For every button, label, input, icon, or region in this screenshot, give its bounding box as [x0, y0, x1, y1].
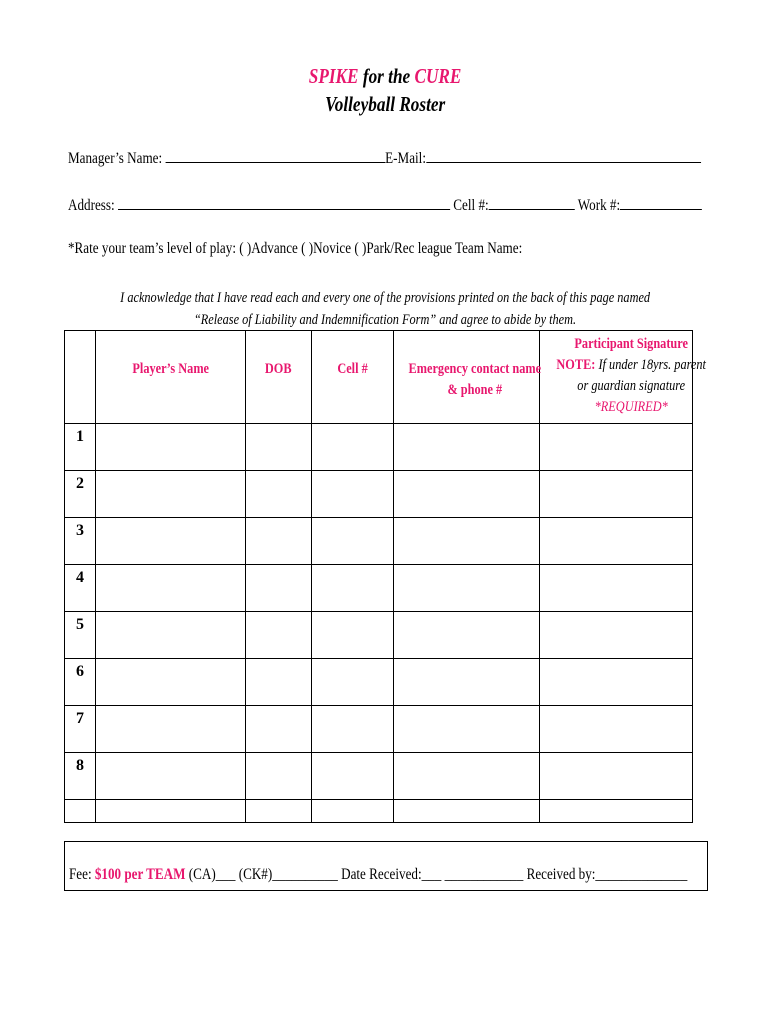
email-label: E-Mail:: [385, 150, 426, 167]
fee-label: Fee:: [69, 866, 95, 883]
row-number: 7: [65, 706, 96, 753]
fee-line: [69, 866, 770, 884]
table-row: [65, 706, 693, 753]
fee-details: (CA)___ (CK#)__________ Date Received:___ ____________ Received by:______________: [185, 866, 688, 883]
signature-cell[interactable]: [540, 612, 693, 659]
dob-cell[interactable]: [246, 424, 312, 471]
signature-cell[interactable]: [540, 471, 693, 518]
header-emergency: Emergency contact name & phone #: [394, 331, 540, 424]
cell-cell[interactable]: [312, 565, 394, 612]
dob-cell[interactable]: [246, 612, 312, 659]
cell-field[interactable]: [489, 195, 575, 210]
player-name-cell[interactable]: [96, 612, 246, 659]
cell-cell[interactable]: [312, 659, 394, 706]
header-signature: Participant Signature NOTE: If under 18yrs. parent or guardian signature *REQUIRED*: [540, 331, 693, 424]
dob-cell[interactable]: [246, 471, 312, 518]
fee-amount: $100 per TEAM: [94, 866, 186, 883]
player-name-cell[interactable]: [96, 659, 246, 706]
title-spike: SPIKE: [308, 64, 359, 88]
work-label: Work #:: [577, 197, 621, 214]
row-number: 6: [65, 659, 96, 706]
signature-cell[interactable]: [540, 800, 693, 823]
ack-line-2: “Release of Liability and Indemnification Form” and agree to abide by them.: [193, 312, 577, 328]
manager-email-line: [68, 148, 770, 168]
title-block: [0, 64, 770, 117]
emergency-cell[interactable]: [394, 565, 540, 612]
table-row: [65, 753, 693, 800]
address-line: [68, 195, 770, 215]
title-cure: CURE: [414, 64, 462, 88]
emergency-cell[interactable]: [394, 424, 540, 471]
cell-cell[interactable]: [312, 706, 394, 753]
signature-cell[interactable]: [540, 659, 693, 706]
manager-name-field[interactable]: [165, 148, 385, 163]
email-field[interactable]: [426, 148, 701, 163]
signature-cell[interactable]: [540, 565, 693, 612]
emergency-cell[interactable]: [394, 612, 540, 659]
event-title: [309, 64, 462, 89]
dob-cell[interactable]: [246, 753, 312, 800]
player-name-cell[interactable]: [96, 471, 246, 518]
row-number: 1: [65, 424, 96, 471]
table-row: [65, 800, 693, 823]
table-row: [65, 612, 693, 659]
player-name-cell[interactable]: [96, 518, 246, 565]
row-number: 3: [65, 518, 96, 565]
table-row: [65, 424, 693, 471]
cell-cell[interactable]: [312, 753, 394, 800]
roster-header-row: [65, 331, 693, 424]
dob-cell[interactable]: [246, 800, 312, 823]
row-number: 5: [65, 612, 96, 659]
player-name-cell[interactable]: [96, 565, 246, 612]
acknowledgement: [0, 287, 770, 331]
cell-label: Cell #:: [453, 197, 489, 214]
header-player-name: Player’s Name: [96, 331, 246, 424]
row-number: 4: [65, 565, 96, 612]
player-name-cell[interactable]: [96, 800, 246, 823]
table-row: [65, 565, 693, 612]
title-for-the: for the: [358, 64, 415, 88]
rate-line: [68, 240, 622, 258]
header-dob: DOB: [246, 331, 312, 424]
emergency-cell[interactable]: [394, 471, 540, 518]
signature-cell[interactable]: [540, 518, 693, 565]
manager-label: Manager’s Name:: [68, 150, 163, 167]
address-label: Address:: [68, 197, 115, 214]
roster-table: [64, 330, 706, 796]
dob-cell[interactable]: [246, 706, 312, 753]
header-cell: Cell #: [312, 331, 394, 424]
signature-cell[interactable]: [540, 424, 693, 471]
row-number: [65, 800, 96, 823]
table-row: [65, 518, 693, 565]
row-number: 2: [65, 471, 96, 518]
fee-box: [64, 841, 708, 891]
emergency-cell[interactable]: [394, 800, 540, 823]
dob-cell[interactable]: [246, 659, 312, 706]
rate-level-text: *Rate your team’s level of play: ( )Advance ( )Novice ( )Park/Rec league Team Name:: [68, 240, 523, 257]
address-field[interactable]: [118, 195, 450, 210]
dob-cell[interactable]: [246, 518, 312, 565]
row-number: 8: [65, 753, 96, 800]
signature-cell[interactable]: [540, 706, 693, 753]
page-title: Volleyball Roster: [324, 92, 446, 116]
table-row: [65, 659, 693, 706]
cell-cell[interactable]: [312, 471, 394, 518]
table-row: [65, 471, 693, 518]
dob-cell[interactable]: [246, 565, 312, 612]
work-field[interactable]: [620, 195, 702, 210]
cell-cell[interactable]: [312, 800, 394, 823]
cell-cell[interactable]: [312, 612, 394, 659]
cell-cell[interactable]: [312, 518, 394, 565]
cell-cell[interactable]: [312, 424, 394, 471]
signature-cell[interactable]: [540, 753, 693, 800]
emergency-cell[interactable]: [394, 706, 540, 753]
player-name-cell[interactable]: [96, 424, 246, 471]
emergency-cell[interactable]: [394, 518, 540, 565]
player-name-cell[interactable]: [96, 753, 246, 800]
header-number: [65, 331, 96, 424]
ack-line-1: I acknowledge that I have read each and every one of the provisions printed on the back of this page named: [120, 290, 650, 306]
emergency-cell[interactable]: [394, 659, 540, 706]
emergency-cell[interactable]: [394, 753, 540, 800]
player-name-cell[interactable]: [96, 706, 246, 753]
